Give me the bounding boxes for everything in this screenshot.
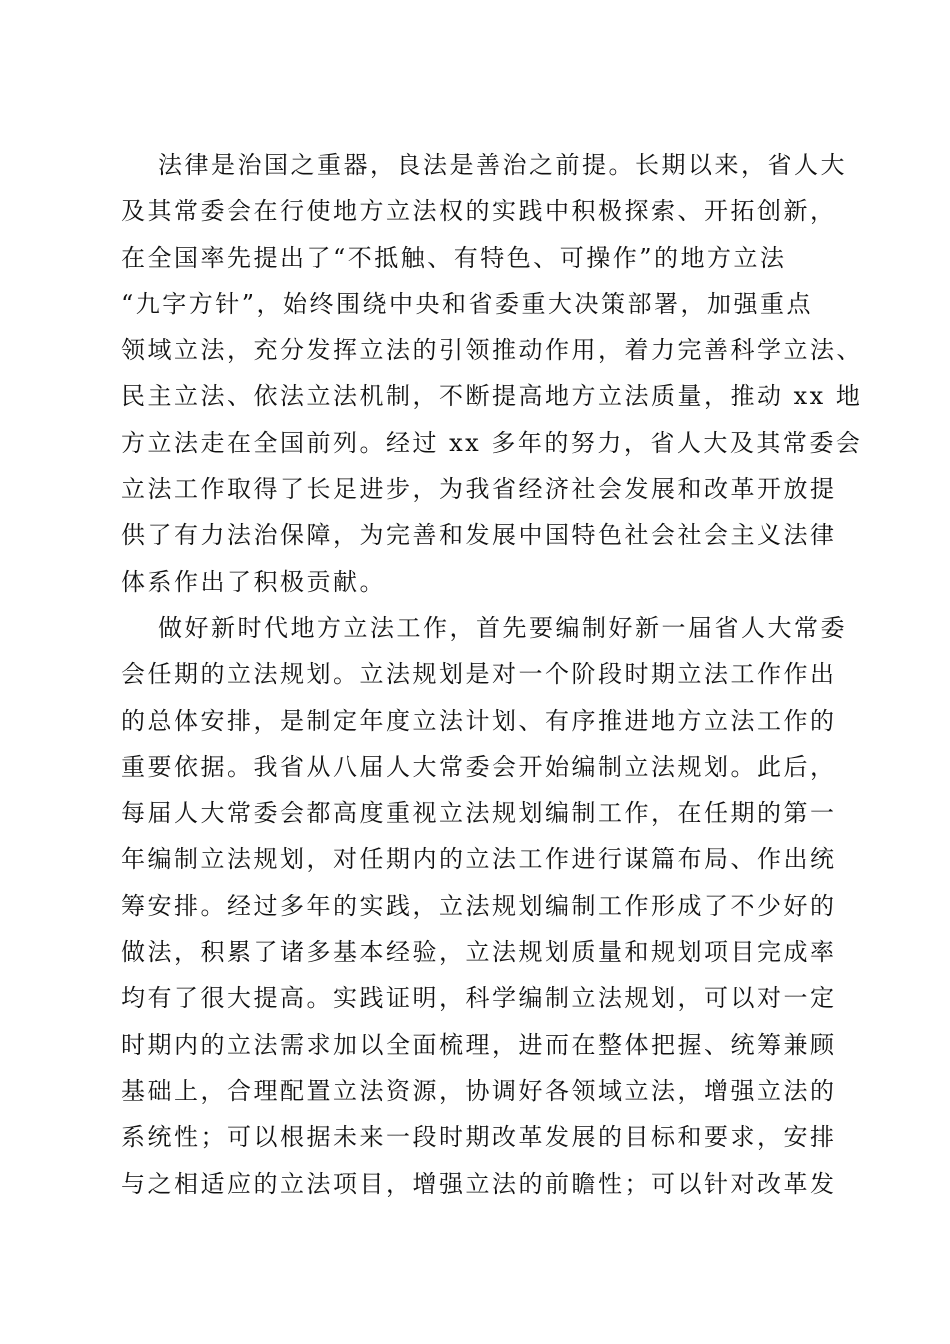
paragraph-line: 做法，积累了诸多基本经验，立法规划质量和规划项目完成率: [121, 938, 837, 967]
paragraph-line: 在全国率先提出了“不抵触、有特色、可操作”的地方立法: [121, 243, 787, 272]
paragraph-line: 与之相适应的立法项目，增强立法的前瞻性；可以针对改革发: [121, 1169, 837, 1198]
paragraph-line: 系统性；可以根据未来一段时期改革发展的目标和要求，安排: [121, 1123, 837, 1152]
paragraph-line: 民主立法、依法立法机制，不断提高地方立法质量，推动 xx 地: [121, 382, 863, 411]
body-text: [121, 142, 863, 1207]
paragraph-line: 供了有力法治保障，为完善和发展中国特色社会社会主义法律: [121, 521, 837, 550]
paragraph-line: 方立法走在全国前列。经过 xx 多年的努力，省人大及其常委会: [121, 428, 863, 457]
paragraph-line: 立法工作取得了长足进步，为我省经济社会发展和改革开放提: [121, 475, 837, 504]
paragraph-line: 会任期的立法规划。立法规划是对一个阶段时期立法工作作出: [121, 660, 837, 689]
paragraph-line: 重要依据。我省从八届人大常委会开始编制立法规划。此后，: [121, 752, 837, 781]
paragraph-line: 的总体安排，是制定年度立法计划、有序推进地方立法工作的: [121, 706, 837, 735]
paragraph-line: 领域立法，充分发挥立法的引领推动作用，着力完善科学立法、: [121, 336, 863, 365]
paragraph-line: 做好新时代地方立法工作，首先要编制好新一届省人大常委: [158, 613, 847, 642]
paragraph-line: 基础上，合理配置立法资源，协调好各领域立法，增强立法的: [121, 1076, 837, 1105]
paragraph-2: [121, 605, 847, 1207]
paragraph-line: 时期内的立法需求加以全面梳理，进而在整体把握、统筹兼顾: [121, 1030, 837, 1059]
paragraph-line: 及其常委会在行使地方立法权的实践中积极探索、开拓创新，: [121, 197, 837, 226]
paragraph-line: 法律是治国之重器，良法是善治之前提。长期以来，省人大: [158, 151, 847, 179]
paragraph-line: 筹安排。经过多年的实践，立法规划编制工作形成了不少好的: [121, 891, 837, 920]
paragraph-line: 体系作出了积极贡献。: [121, 567, 386, 596]
paragraph-line: “九字方针”，始终围绕中央和省委重大决策部署，加强重点: [121, 289, 814, 318]
paragraph-line: 均有了很大提高。实践证明，科学编制立法规划，可以对一定: [121, 984, 837, 1013]
paragraph-line: 每届人大常委会都高度重视立法规划编制工作，在任期的第一: [121, 799, 837, 828]
paragraph-line: 年编制立法规划，对任期内的立法工作进行谋篇布局、作出统: [121, 845, 837, 874]
paragraph-1: [121, 142, 863, 605]
